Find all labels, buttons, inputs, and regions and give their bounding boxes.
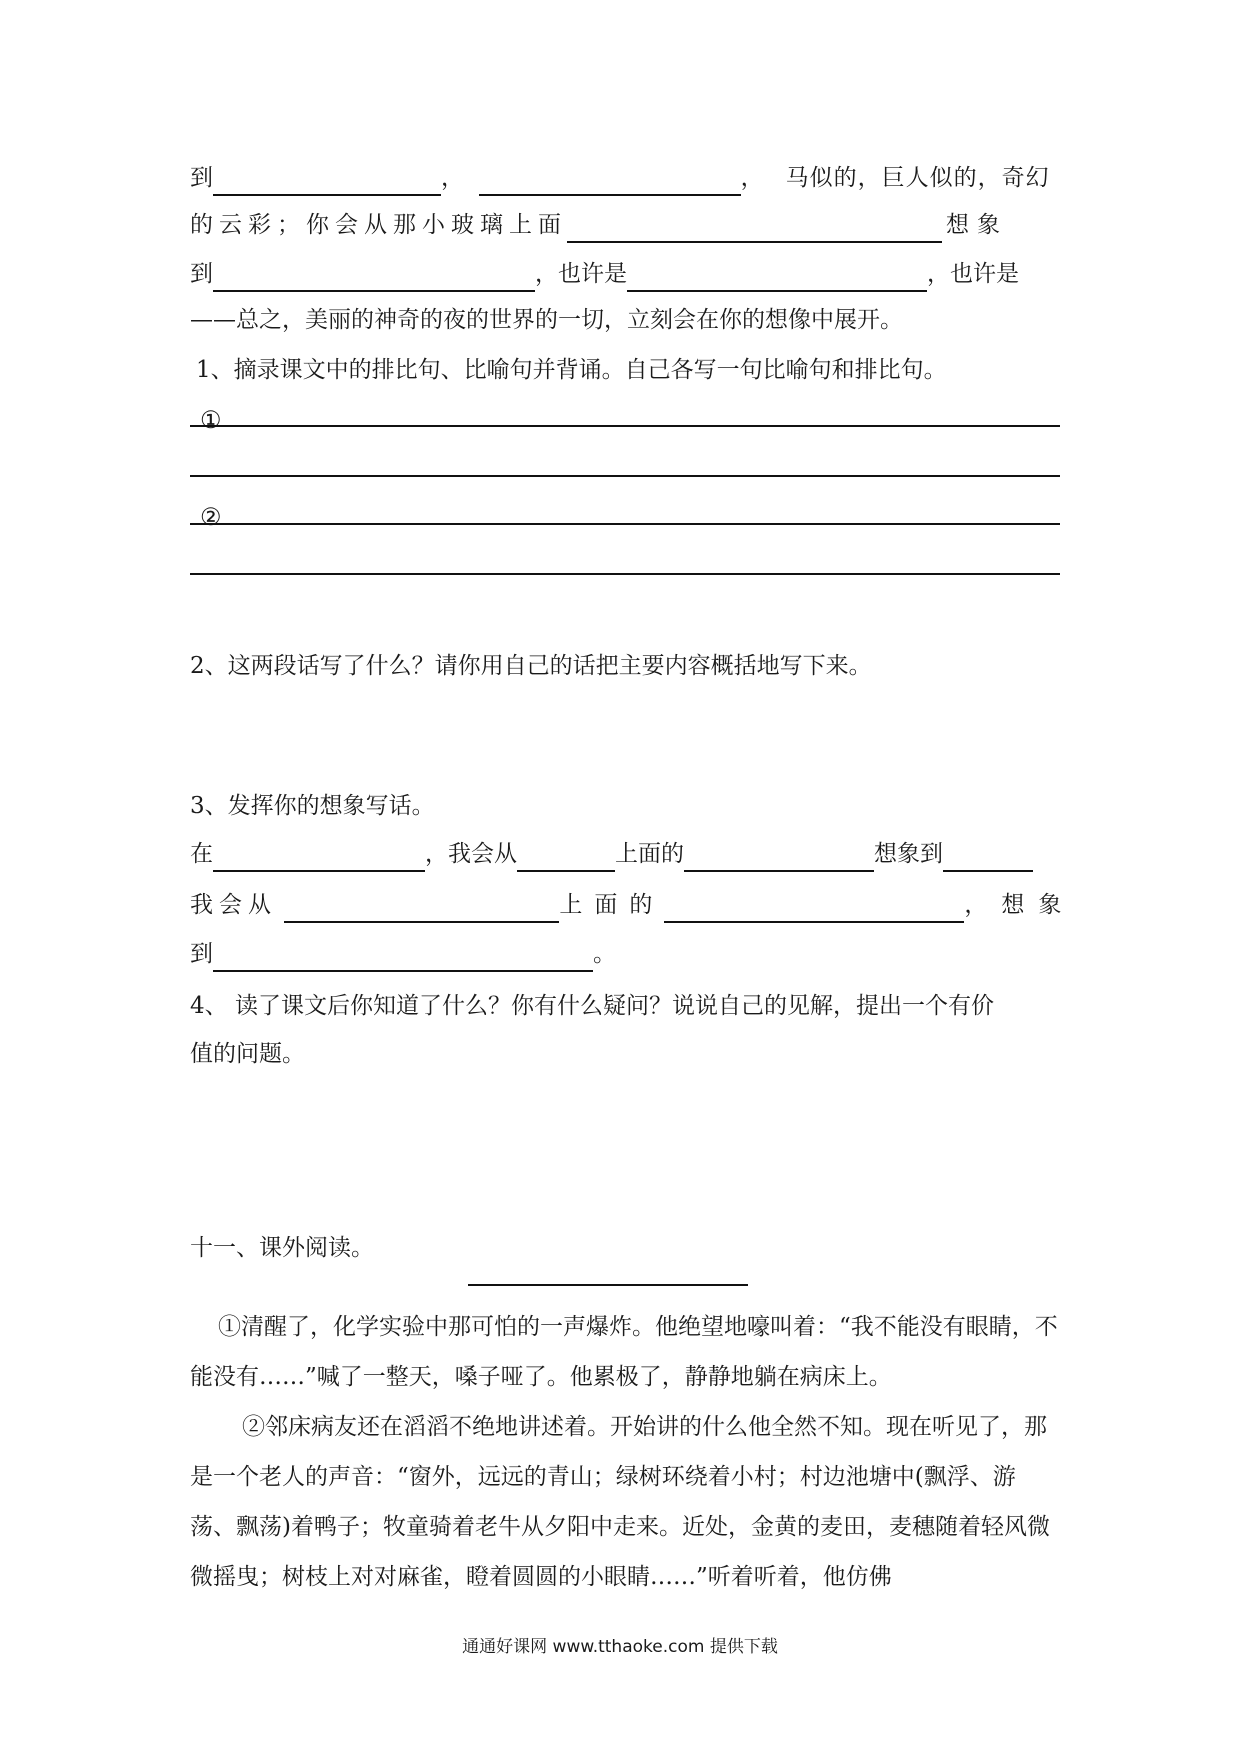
answer-blank[interactable] — [684, 840, 874, 872]
passage-line-2 — [190, 207, 1060, 243]
text: 到 — [190, 941, 213, 967]
text: 到 — [190, 261, 213, 287]
text: 想象 — [946, 212, 1008, 238]
answer-blank[interactable] — [517, 840, 615, 872]
text: 到 — [190, 165, 213, 191]
answer-blank[interactable] — [627, 260, 927, 292]
section-heading: 十一、课外阅读。 — [190, 1235, 374, 1261]
answer-blank[interactable] — [213, 940, 593, 972]
question-3: 3、发挥你的想象写话。 — [190, 793, 435, 819]
answer-blank[interactable] — [284, 891, 559, 923]
answer-blank[interactable] — [567, 211, 942, 243]
text: 上面的 — [559, 892, 665, 918]
passage-line-1 — [190, 160, 1060, 196]
q3-line-2 — [190, 887, 1076, 923]
answer-blank[interactable] — [943, 840, 1033, 872]
footer-credit: 通通好课网 www.tthaoke.com 提供下载 — [462, 1637, 778, 1657]
text: 的云彩；你会从那小玻璃上面 — [190, 212, 567, 238]
answer-blank[interactable] — [479, 164, 741, 196]
reading-paragraph-1: ①清醒了，化学实验中那可怕的一声爆炸。他绝望地嚎叫着：“我不能没有眼睛，不能没有……”喊了一整天，嗓子哑了。他累极了，静静地躺在病床上。 — [190, 1314, 1058, 1390]
passage-line-4: ——总之，美丽的神奇的夜的世界的一切，立刻会在你的想像中展开。 — [190, 307, 903, 333]
text: ，我会从 — [425, 841, 517, 867]
answer-line[interactable] — [190, 425, 1060, 427]
text: 在 — [190, 841, 213, 867]
q3-line-1 — [190, 836, 1060, 872]
answer-blank[interactable] — [213, 164, 441, 196]
title-blank[interactable] — [468, 1284, 748, 1286]
circle-mark-1: ① — [200, 406, 222, 434]
text: 想象到 — [874, 841, 943, 867]
answer-blank[interactable] — [213, 260, 535, 292]
q3-line-3 — [190, 936, 1060, 972]
answer-line[interactable] — [190, 475, 1060, 477]
circle-mark-2: ② — [200, 503, 222, 531]
question-1: 1、摘录课文中的排比句、比喻句并背诵。自己各写一句比喻句和排比句。 — [196, 357, 947, 383]
text: 我会从 — [190, 892, 277, 918]
question-2: 2、这两段话写了什么？请你用自己的话把主要内容概括地写下来。 — [190, 653, 872, 679]
text: ，也许是 — [535, 261, 627, 287]
question-4-line-1: 4、 读了课文后你知道了什么？你有什么疑问？说说自己的见解，提出一个有价 — [190, 993, 994, 1019]
text: ， — [740, 165, 764, 191]
text: 马似的，巨人似的，奇幻 — [785, 165, 1050, 191]
text: ，也许是 — [927, 261, 1019, 287]
text: 上面的 — [615, 841, 684, 867]
answer-blank[interactable] — [213, 840, 425, 872]
reading-paragraph-2: ②邻床病友还在滔滔不绝地讲述着。开始讲的什么他全然不知。现在听见了，那是一个老人的声音：“窗外，远远的青山；绿树环绕着小村；村边池塘中(飘浮、游荡、飘荡)着鸭子；牧童骑着老牛从夕阳中走来。近处，金黄的麦田，麦穗随着轻风微微摇曳；树枝上对对麻雀，瞪着圆圆的小眼睛……”听着听着，他仿佛 — [190, 1414, 1050, 1590]
passage-line-3 — [190, 256, 1060, 292]
answer-line[interactable] — [190, 573, 1060, 575]
text: ，想象 — [964, 892, 1076, 918]
question-4-line-2: 值的问题。 — [190, 1041, 305, 1067]
text: ， — [441, 165, 464, 191]
answer-line[interactable] — [190, 523, 1060, 525]
text: 。 — [593, 941, 616, 967]
answer-blank[interactable] — [664, 891, 964, 923]
